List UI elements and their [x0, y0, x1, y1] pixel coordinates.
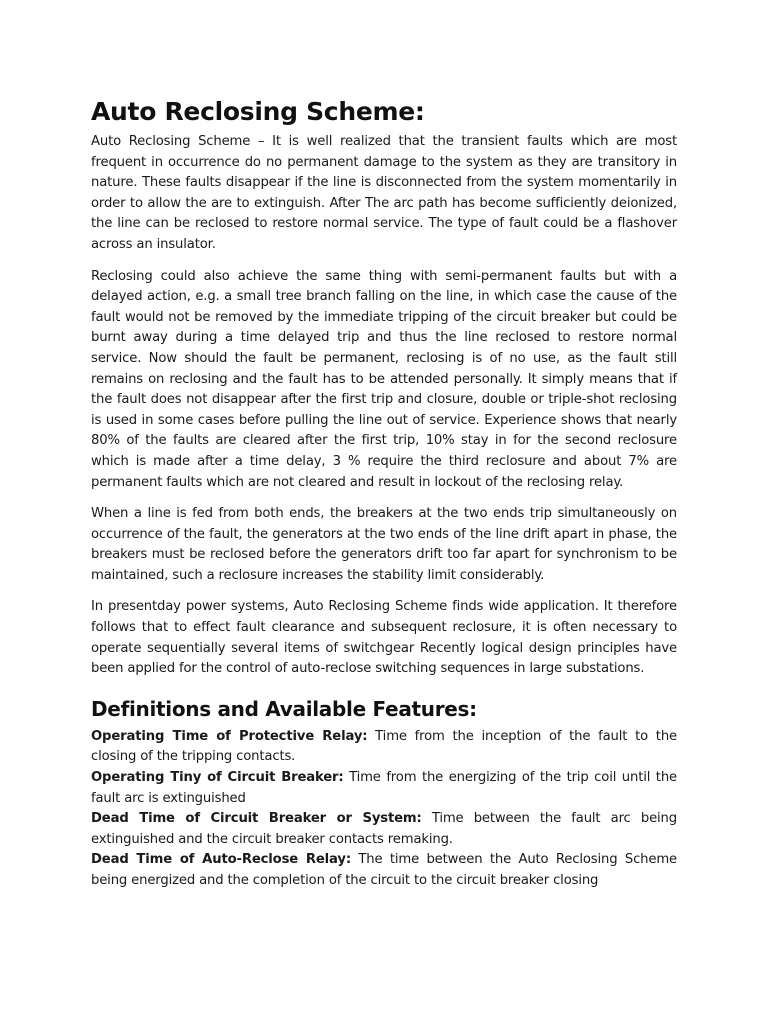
definition-text: Time from the energizing of the trip coil until the fault arc is extinguished — [91, 770, 677, 806]
definition-item — [91, 809, 677, 850]
paragraph-intro: Auto Reclosing Scheme – It is well realized that the transient faults which are most frequent in occurrence do no permanent damage to the system as they are transitory in nature. These faults disappear if the line is disconnected from the system momentarily in order to allow the are to extinguish. After The arc path has become sufficiently deionized, the line can be reclosed to restore normal service. The type of fault could be a flashover across an insulator. — [91, 134, 677, 252]
document-page — [91, 96, 677, 892]
section-title-definitions: Definitions and Available Features: — [91, 696, 477, 721]
definition-item — [91, 850, 677, 891]
definition-term: Dead Time of Auto-Reclose Relay: — [91, 852, 351, 868]
paragraph-semi-permanent-faults: Reclosing could also achieve the same thing with semi-permanent faults but with a delayed action, e.g. a small tree branch falling on the line, in which case the cause of the fault would not be removed by the immediate tripping of the circuit breaker but could be burnt away during a time delayed trip and thus the line reclosed to restore normal service. Now should the fault be permanent, reclosing is of no use, as the fault still remains on reclosing and the fault has to be attended personally. It simply means that if the fault does not disappear after the first trip and closure, double or triple-shot reclosing is used in some cases before pulling the line out of service. Experience shows that nearly 80% of the faults are cleared after the first trip, 10% stay in for the second reclosure which is made after a time delay, 3 % require the third reclosure and about 7% are permanent faults which are not cleared and result in lockout of the reclosing relay. — [91, 268, 677, 490]
definition-item — [91, 768, 677, 809]
definition-text: Time from the inception of the fault to the closing of the tripping contacts. — [91, 728, 677, 765]
definition-item — [91, 727, 677, 768]
definition-text: Time between the fault arc being extinguished and the circuit breaker contacts remaking. — [91, 811, 677, 847]
definition-term: Dead Time of Circuit Breaker or System: — [91, 811, 422, 827]
page-title: Auto Reclosing Scheme: — [91, 97, 425, 126]
paragraph-both-ends-fed: When a line is fed from both ends, the breakers at the two ends trip simultaneously on occurrence of the fault, the generators at the two ends of the line drift apart in phase, the breakers must be reclosed before the generators drift too far apart for synchronism to be maintained, such a reclosure increases the stability limit considerably. — [91, 506, 677, 583]
definition-text: The time between the Auto Reclosing Scheme being energized and the completion of the circuit to the circuit breaker closing — [91, 852, 678, 888]
definition-term: Operating Time of Protective Relay: — [91, 728, 368, 744]
definition-term: Operating Tiny of Circuit Breaker: — [91, 770, 344, 786]
paragraph-present-day-systems: In presentday power systems, Auto Reclosing Scheme finds wide application. It therefore follows that to effect fault clearance and subsequent reclosure, it is often necessary to operate sequentially several items of switchgear Recently logical design principles have been applied for the control of auto-reclose switching sequences in large substations. — [91, 599, 677, 677]
